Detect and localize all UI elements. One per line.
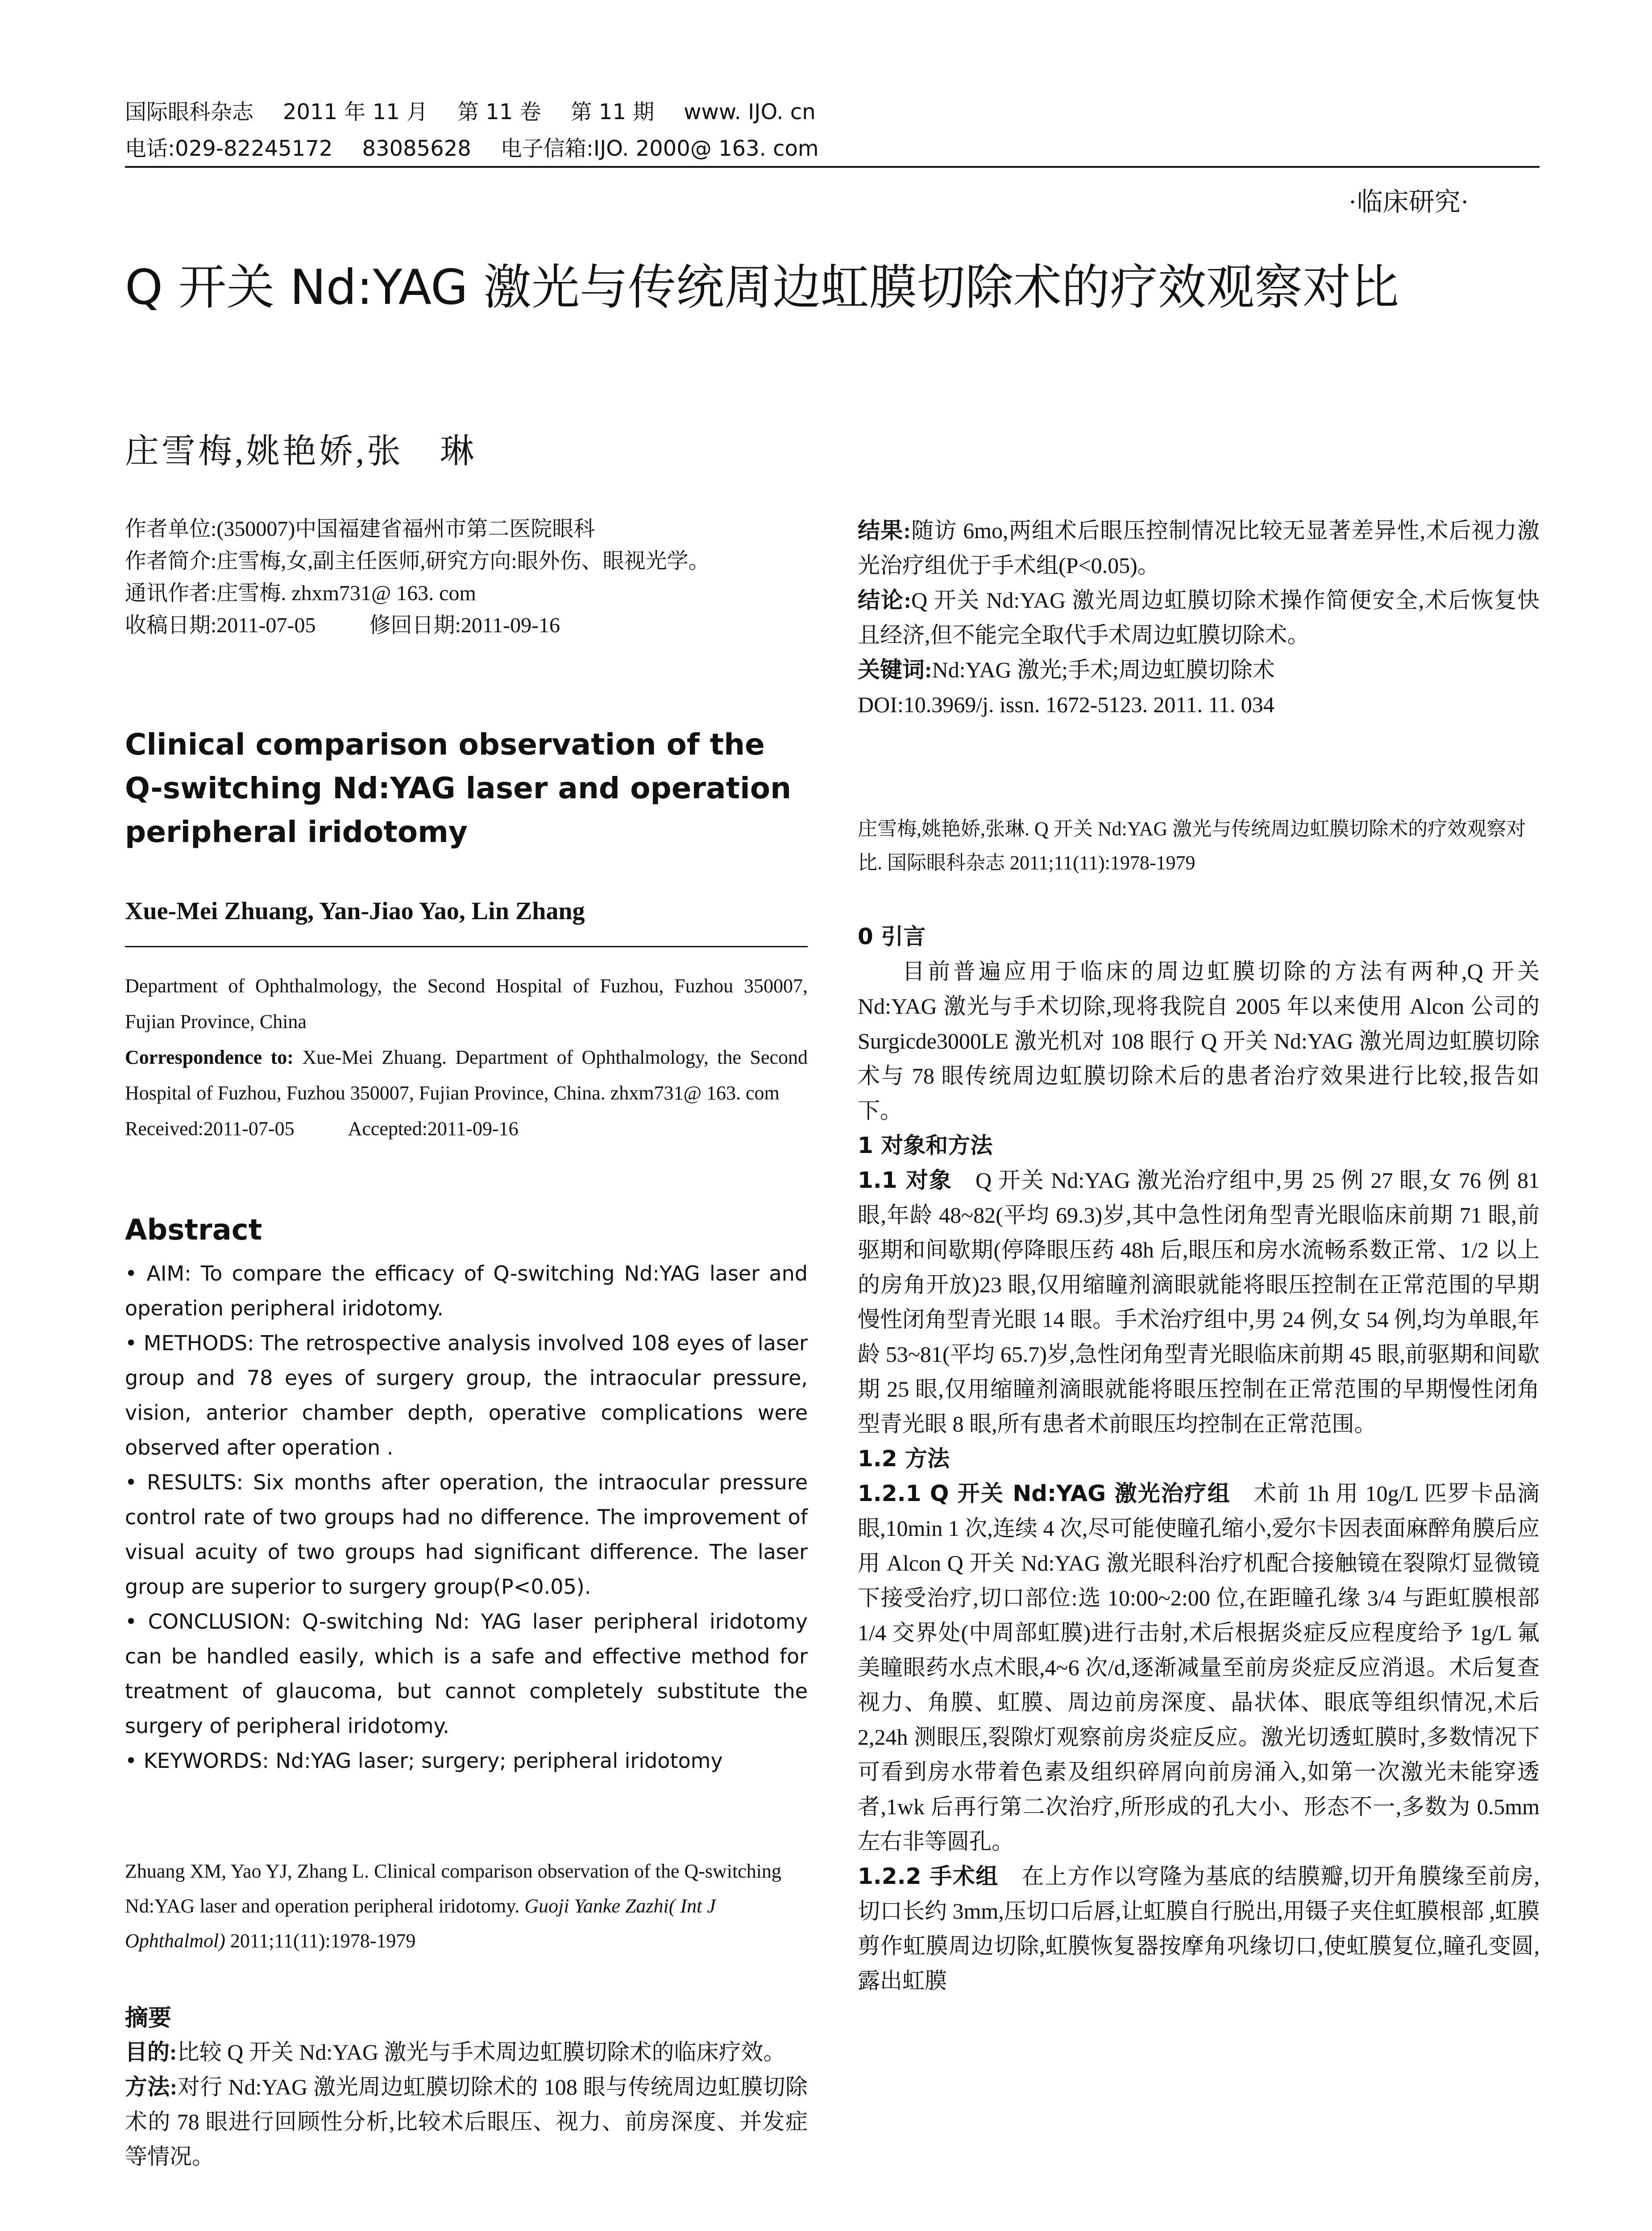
article-body — [858, 919, 1540, 1998]
zh-abstract-keywords — [858, 652, 1540, 687]
citation-en-journal: Guoji Yanke Zazhi( Int J Ophthalmol) — [125, 1895, 716, 1952]
dates-zh — [125, 610, 808, 642]
subjects-paragraph — [858, 1163, 1540, 1441]
intro-paragraph: 目前普遍应用于临床的周边虹膜切除的方法有两种,Q 开关 Nd:YAG 激光与手术切除,现将我院自 2005 年以来使用 Alcon 公司的 Surgicde3000LE 激光机对 108 眼行 Q 开关 Nd:YAG 激光周边虹膜切除术与 78 眼传统周边虹膜切除术后的患者治疗效果进行比较,报告如下。 — [858, 959, 1540, 1123]
zh-keywords-text: Nd:YAG 激光;手术;周边虹膜切除术 — [932, 657, 1275, 682]
zh-abstract-aim — [125, 2035, 808, 2069]
laser-group-label: 1.2.1 Q 开关 Nd:YAG 激光治疗组 — [858, 1480, 1231, 1506]
zh-abstract-methods — [125, 2069, 808, 2174]
author-unit: 作者单位:(350007)中国福建省福州市第二医院眼科 — [125, 517, 595, 541]
revised-date: 修回日期:2011-09-16 — [369, 614, 560, 637]
zh-methods-label: 方法: — [125, 2074, 178, 2099]
corresponding-author: 通讯作者:庄雪梅. zhxm731@ 163. com — [125, 581, 476, 605]
zh-keywords-label: 关键词: — [858, 657, 932, 682]
accepted-date-en: Accepted:2011-09-16 — [348, 1118, 519, 1140]
author-bio: 作者简介:庄雪梅,女,副主任医师,研究方向:眼外伤、眼视光学。 — [125, 549, 710, 573]
received-date-en: Received:2011-07-05 — [125, 1118, 295, 1140]
zh-abstract-heading: 摘要 — [125, 2006, 172, 2031]
method-subheading: 1.2 方法 — [858, 1446, 950, 1472]
surgery-group-text: 在上方作以穹隆为基底的结膜瓣,切开角膜缘至前房,切口长约 3mm,压切口后唇,让虹膜自行脱出,用镊子夹住虹膜根部 ,虹膜剪作虹膜周边切除,虹膜恢复器按摩角巩缘切口,使虹膜复位,瞳孔变圆,露出虹膜 — [858, 1864, 1540, 1993]
abstract-body — [125, 1256, 808, 1778]
abstract-conclusion: • CONCLUSION: Q-switching Nd: YAG laser peripheral iridotomy can be handled easily, which is a safe and effective method for treatment of glaucoma, but cannot completely substitute the surgery of peripheral iridotomy. — [125, 1609, 808, 1738]
abstract-aim: • AIM: To compare the efficacy of Q-switching Nd:YAG laser and operation peripheral iridotomy. — [125, 1261, 808, 1320]
email: 电子信箱:IJO. 2000@ 163. com — [500, 136, 819, 161]
section-tag: ·临床研究· — [1348, 187, 1469, 216]
journal-website: www. IJO. cn — [684, 100, 816, 124]
subjects-text: Q 开关 Nd:YAG 激光治疗组中,男 25 例 27 眼,女 76 例 81 眼,年龄 48~82(平均 69.3)岁,其中急性闭角型青光眼临床前期 71 眼,前驱期和间歇期(停降眼压药 48h 后,眼压和房水流畅系数正常、1/2 以上的房角开放)23 眼,仅用缩瞳剂滴眼就能将眼压控制在正常范围的早期慢性闭角型青光眼 14 眼。手术治疗组中,男 24 例,女 54 例,均为单眼,年龄 53~81(平均 65.7)岁,急性闭角型青光眼临床前期 45 眼,前驱期和间歇期 25 眼,仅用缩瞳剂滴眼就能将眼压控制在正常范围的早期慢性闭角型青光眼 8 眼,所有患者术前眼压均控制在正常范围。 — [858, 1168, 1540, 1436]
zh-results-label: 结果: — [858, 518, 911, 543]
phone-2: 83085628 — [362, 136, 471, 161]
abstract-keywords: • KEYWORDS: Nd:YAG laser; surgery; peripheral iridotomy — [125, 1749, 723, 1773]
dates-en — [125, 1111, 808, 1147]
volume: 第 11 卷 — [457, 100, 541, 124]
zh-abstract-right — [858, 513, 1540, 722]
issue: 第 11 期 — [570, 100, 655, 124]
zh-aim-text: 比较 Q 开关 Nd:YAG 激光与手术周边虹膜切除术的临床疗效。 — [177, 2040, 786, 2065]
phone: 电话:029-82245172 — [125, 136, 333, 161]
subjects-label: 1.1 对象 — [858, 1167, 952, 1193]
zh-aim-label: 目的: — [125, 2040, 177, 2065]
laser-group-text: 术前 1h 用 10g/L 匹罗卡品滴眼,10min 1 次,连续 4 次,尽可能使瞳孔缩小,爱尔卡因表面麻醉角膜后应用 Alcon Q 开关 Nd:YAG 激光眼科治疗机配合接触镜在裂隙灯显微镜下接受治疗,切口部位:选 10:00~2:00 位,在距瞳孔缘 3/4 与距虹膜根部 1/4 交界处(中周部虹膜)进行击射,术后根据炎症反应程度给予 1g/L 氟美瞳眼药水点术眼,4~6 次/d,逐渐减量至前房炎症反应消退。术后复查视力、角膜、虹膜、周边前房深度、晶状体、眼底等组织情况,术后 2,24h 测眼压,裂隙灯观察前房炎症反应。激光切透虹膜时,多数情况下可看到房水带着色素及组织碎屑向前房涌入,如第一次激光未能穿透者,1wk 后再行第二次治疗,所形成的孔大小、形态不一,多数为 0.5mm 左右非等圆孔。 — [858, 1481, 1540, 1854]
zh-conclusion-label: 结论: — [858, 588, 912, 613]
english-correspondence — [125, 1040, 808, 1111]
surgery-group-paragraph — [858, 1859, 1540, 1998]
methods-heading: 1 对象和方法 — [858, 1132, 993, 1158]
laser-group-paragraph — [858, 1476, 1540, 1859]
journal-name: 国际眼科杂志 — [125, 100, 254, 124]
english-affiliation-block — [125, 968, 808, 1147]
english-title: Clinical comparison observation of the Q-switching Nd:YAG laser and operation peripheral iridotomy — [125, 727, 792, 849]
abstract-results: • RESULTS: Six months after operation, the intraocular pressure control rate of two groups had no difference. The improvement of visual acuity of two groups had significant difference. The laser group are superior to surgery group(P<0.05). — [125, 1470, 808, 1599]
zh-abstract-left — [125, 2035, 808, 2174]
zh-abstract-results — [858, 513, 1540, 583]
header-line-2 — [125, 130, 1540, 167]
zh-conclusion-text: Q 开关 Nd:YAG 激光周边虹膜切除术操作简便安全,术后恢复快且经济,但不能完全取代手术周边虹膜切除术。 — [858, 588, 1540, 647]
abstract-methods: • METHODS: The retrospective analysis involved 108 eyes of laser group and 78 eyes of surgery group, the intraocular pressure, vision, anterior chamber depth, operative complications were observed after operation . — [125, 1331, 808, 1460]
doi: DOI:10.3969/j. issn. 1672-5123. 2011. 11. 034 — [858, 692, 1274, 717]
citation-en-rest: 2011;11(11):1978-1979 — [225, 1930, 416, 1952]
zh-results-text: 随访 6mo,两组术后眼压控制情况比较无显著差异性,术后视力激光治疗组优于手术组(P<0.05)。 — [858, 518, 1540, 578]
authors-zh: 庄雪梅,姚艳娇,张 琳 — [125, 433, 477, 470]
english-authors: Xue-Mei Zhuang, Yan-Jiao Yao, Lin Zhang — [125, 897, 585, 925]
issue-date: 2011 年 11 月 — [283, 100, 428, 124]
zh-methods-text: 对行 Nd:YAG 激光周边虹膜切除术的 108 眼与传统周边虹膜切除术的 78 眼进行回顾性分析,比较术后眼压、视力、前房深度、并发症等情况。 — [125, 2074, 808, 2169]
english-affiliation: Department of Ophthalmology, the Second Hospital of Fuzhou, Fuzhou 350007, Fujian Province, China — [125, 975, 808, 1033]
citation-en-text: Zhuang XM, Yao YJ, Zhang L. Clinical comparison observation of the Q-switching Nd:YAG laser and operation peripheral iridotomy. — [125, 1860, 781, 1917]
english-authors-rule — [125, 946, 808, 947]
correspondence-label: Correspondence to: — [125, 1046, 294, 1068]
abstract-heading: Abstract — [125, 1214, 262, 1247]
affiliation-block — [125, 513, 808, 642]
header-line-1 — [125, 94, 1540, 130]
header-rule — [125, 166, 1540, 168]
zh-abstract-conclusion — [858, 583, 1540, 652]
correspondence-text: Xue-Mei Zhuang. Department of Ophthalmology, the Second Hospital of Fuzhou, Fuzhou 350007, Fujian Province, China. zhxm731@ 163. com — [125, 1046, 808, 1104]
received-date: 收稿日期:2011-07-05 — [125, 614, 316, 637]
surgery-group-label: 1.2.2 手术组 — [858, 1863, 999, 1889]
running-header — [125, 94, 1540, 167]
article-title: Q 开关 Nd:YAG 激光与传统周边虹膜切除术的疗效观察对比 — [125, 260, 1399, 315]
intro-heading: 0 引言 — [858, 924, 926, 950]
citation-chinese: 庄雪梅,姚艳娇,张琳. Q 开关 Nd:YAG 激光与传统周边虹膜切除术的疗效观察对比. 国际眼科杂志 2011;11(11):1978-1979 — [858, 818, 1526, 874]
citation-english — [125, 1854, 808, 1958]
